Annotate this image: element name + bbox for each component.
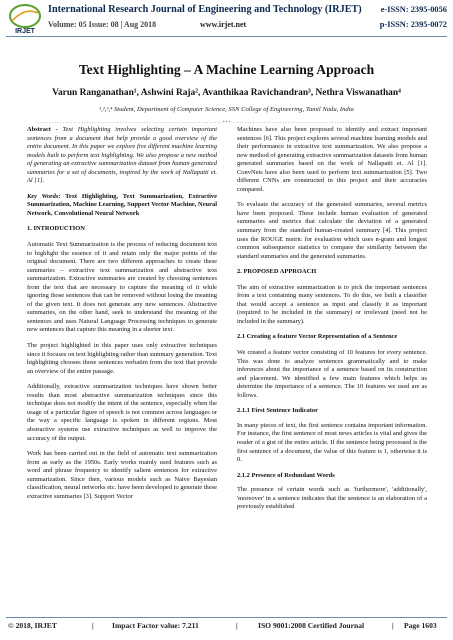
irjet-logo [6,3,44,35]
section-divider: ---------------------------------------------------------------------***--------------------------------------------------------------------- [34,120,419,125]
journal-website: www.irjet.net [200,20,247,29]
footer-impact-factor: Impact Factor value: 7.211 [112,621,199,630]
abstract [27,126,217,186]
section-2-1-2-heading: 2.1.2 Presence of Redundant Words [237,471,335,479]
footer-separator: | [392,621,394,630]
intro-paragraph: Additionally, extractive summarization techniques have shown better results than most abstractive summarization techniques since this technique does not modify the intent of the sentence, especially when the usage of a particular figure of speech is not common across languages or the way a specific language is spoken in different regions. Most abstractive systems use extractive techniques as well to improve the accuracy of the output. [27,383,217,442]
section-2-1-1-heading: 2.1.1 First Sentence Indicator [237,407,318,415]
abstract-text: Text Highlighting involves selecting certain important sentences from a document that help provide a good overview of the entire document. In this paper we explore five different machine learning models built to perform text highlighting. We also propose a new method of generating an extractive summarization dataset from human generated summaries for a set of documents, inspired by the work of Nallapatti et. Al [1]. [27,126,217,185]
intro-paragraph: To evaluate the accuracy of the generated summaries, several metrics have been proposed. These include human evaluation of generated summaries and metrics that calculate the deviation of a generated summary from the standard human-created summary [4]. This project uses the ROUGE metric for evaluation which uses n-gram and longest common subsequence statistics to compare the similarity between the standard summaries and the generated summaries. [237,201,427,260]
intro-paragraph: Automatic Text Summarization is the process of reducing document text to highlight the essence of it and retain only the major points of the original document. There are two different approaches to create these summaries – extractive text summarization and abstractive text summarization. Extractive summaries are created by choosing sentences from the text that are necessary to capture the meaning of it while ignoring those sentences that can be removed without losing the meaning of the given text. It does not generate any new sentences. Abstractive summaries, on the other hand, seek to understand the meaning of the sentences and uses Natural Language Processing techniques to generate new sentences that capture this meaning in a shorter text. [27,241,217,334]
paper-title: Text Highlighting – A Machine Learning Approach [78,62,375,77]
keywords-label: Key Words [27,192,59,200]
svg-text:IRJET: IRJET [15,28,35,35]
right-column [237,126,427,519]
footer-iso: ISO 9001:2008 Certified Journal [258,621,365,630]
journal-header [0,0,453,40]
left-column [27,126,217,508]
introduction-heading: 1. INTRODUCTION [27,225,85,233]
keywords [27,193,217,219]
intro-paragraph: Machines have also been proposed to identify and extract important sentences [6]. This project explores several machine learning models and their performance in extractive text summarization. We also propose a new method of generating extractive summarization datasets from human generated summaries based on the work of Nallapatti et. Al [1]. ConvNets have also been used to perform text summarization [5]. Two different CNNs are constructed in this project and their accuracies compared. [237,126,427,193]
proposed-approach-heading: 2. PROPOSED APPROACH [237,268,317,276]
section-2-1-paragraph: We created a feature vector consisting of 10 features for every sentence. This was done to analyze sentences grammatically and to make inferences about the importance of a sentence based on its construction and placement. We identified a few main features which helps us determine the importance of a sentence. The 10 features we used are as follows. [237,349,427,399]
author-affiliation: ¹,²,³,⁴ Student, Department of Computer Science, SSN College of Engineering, Tamil Nadu, India [99,106,354,113]
intro-paragraph: Work has been carried out in the field of automatic text summarization from as early as the 1950s. Early works mainly used features such as word and phrase frequency to identify salient sentences for extractive summarization. Since then, various models such as Naive Bayesian classification, neural networks etc. have been developed to generate these extractive summaries [3]. Support Vector [27,450,217,500]
volume-issue-info: Volume: 05 Issue: 08 | Aug 2018 [48,20,157,29]
header-rule [6,36,447,37]
footer-copyright: © 2018, IRJET [8,621,57,630]
section-2-1-heading: 2.1 Creating a feature Vector Representation of a Sentence [237,333,398,341]
abstract-label: Abstract - [27,126,63,133]
author-list: Varun Ranganathan¹, Ashwini Raja², Avanthikaa Ravichandran³, Nethra Viswanathan⁴ [52,88,401,98]
section-2-1-2-paragraph: The presence of certain words such as 'furthermore', 'additionally', 'moreover' in a sentence indicates that the sentence is an elaboration of a previously established [237,486,427,511]
footer-rule [6,617,447,618]
footer-separator: | [236,621,238,630]
e-issn: e-ISSN: 2395-0056 [380,5,447,14]
journal-title: International Research Journal of Engineering and Technology (IRJET) [48,4,362,15]
footer-separator: | [92,621,94,630]
keywords-text: : Text Highlighting, Text Summarization, Extractive Summarization, Machine Learning, Support Vector Machine, Neural Network, Convolutional Neural Network [27,192,217,217]
p-issn: p-ISSN: 2395-0072 [379,20,447,29]
proposed-approach-paragraph: The aim of extractive summarization is to pick the important sentences from a text containing many sentences. To do this, we built a classifier that would accept a sentence as input and classify it as important (required to be included in the summary) or irrelevant (need not be included in the summary). [237,283,427,325]
footer-page-number: Page 1603 [404,621,437,630]
section-2-1-1-paragraph: In many pieces of text, the first sentence contains important information. For instance, the first sentence of most news articles is vital and gives the reader of a gist of the entire article. If the sentence being processed is the first sentence of a document, the value of this feature is 1, otherwise it is 0. [237,421,427,464]
intro-paragraph: The project highlighted in this paper uses only extractive techniques since it focuses on text highlighting rather than summary generation. Text highlighting chooses those sentences verbatim from the text that provide an overview of the entire passage. [27,342,217,375]
